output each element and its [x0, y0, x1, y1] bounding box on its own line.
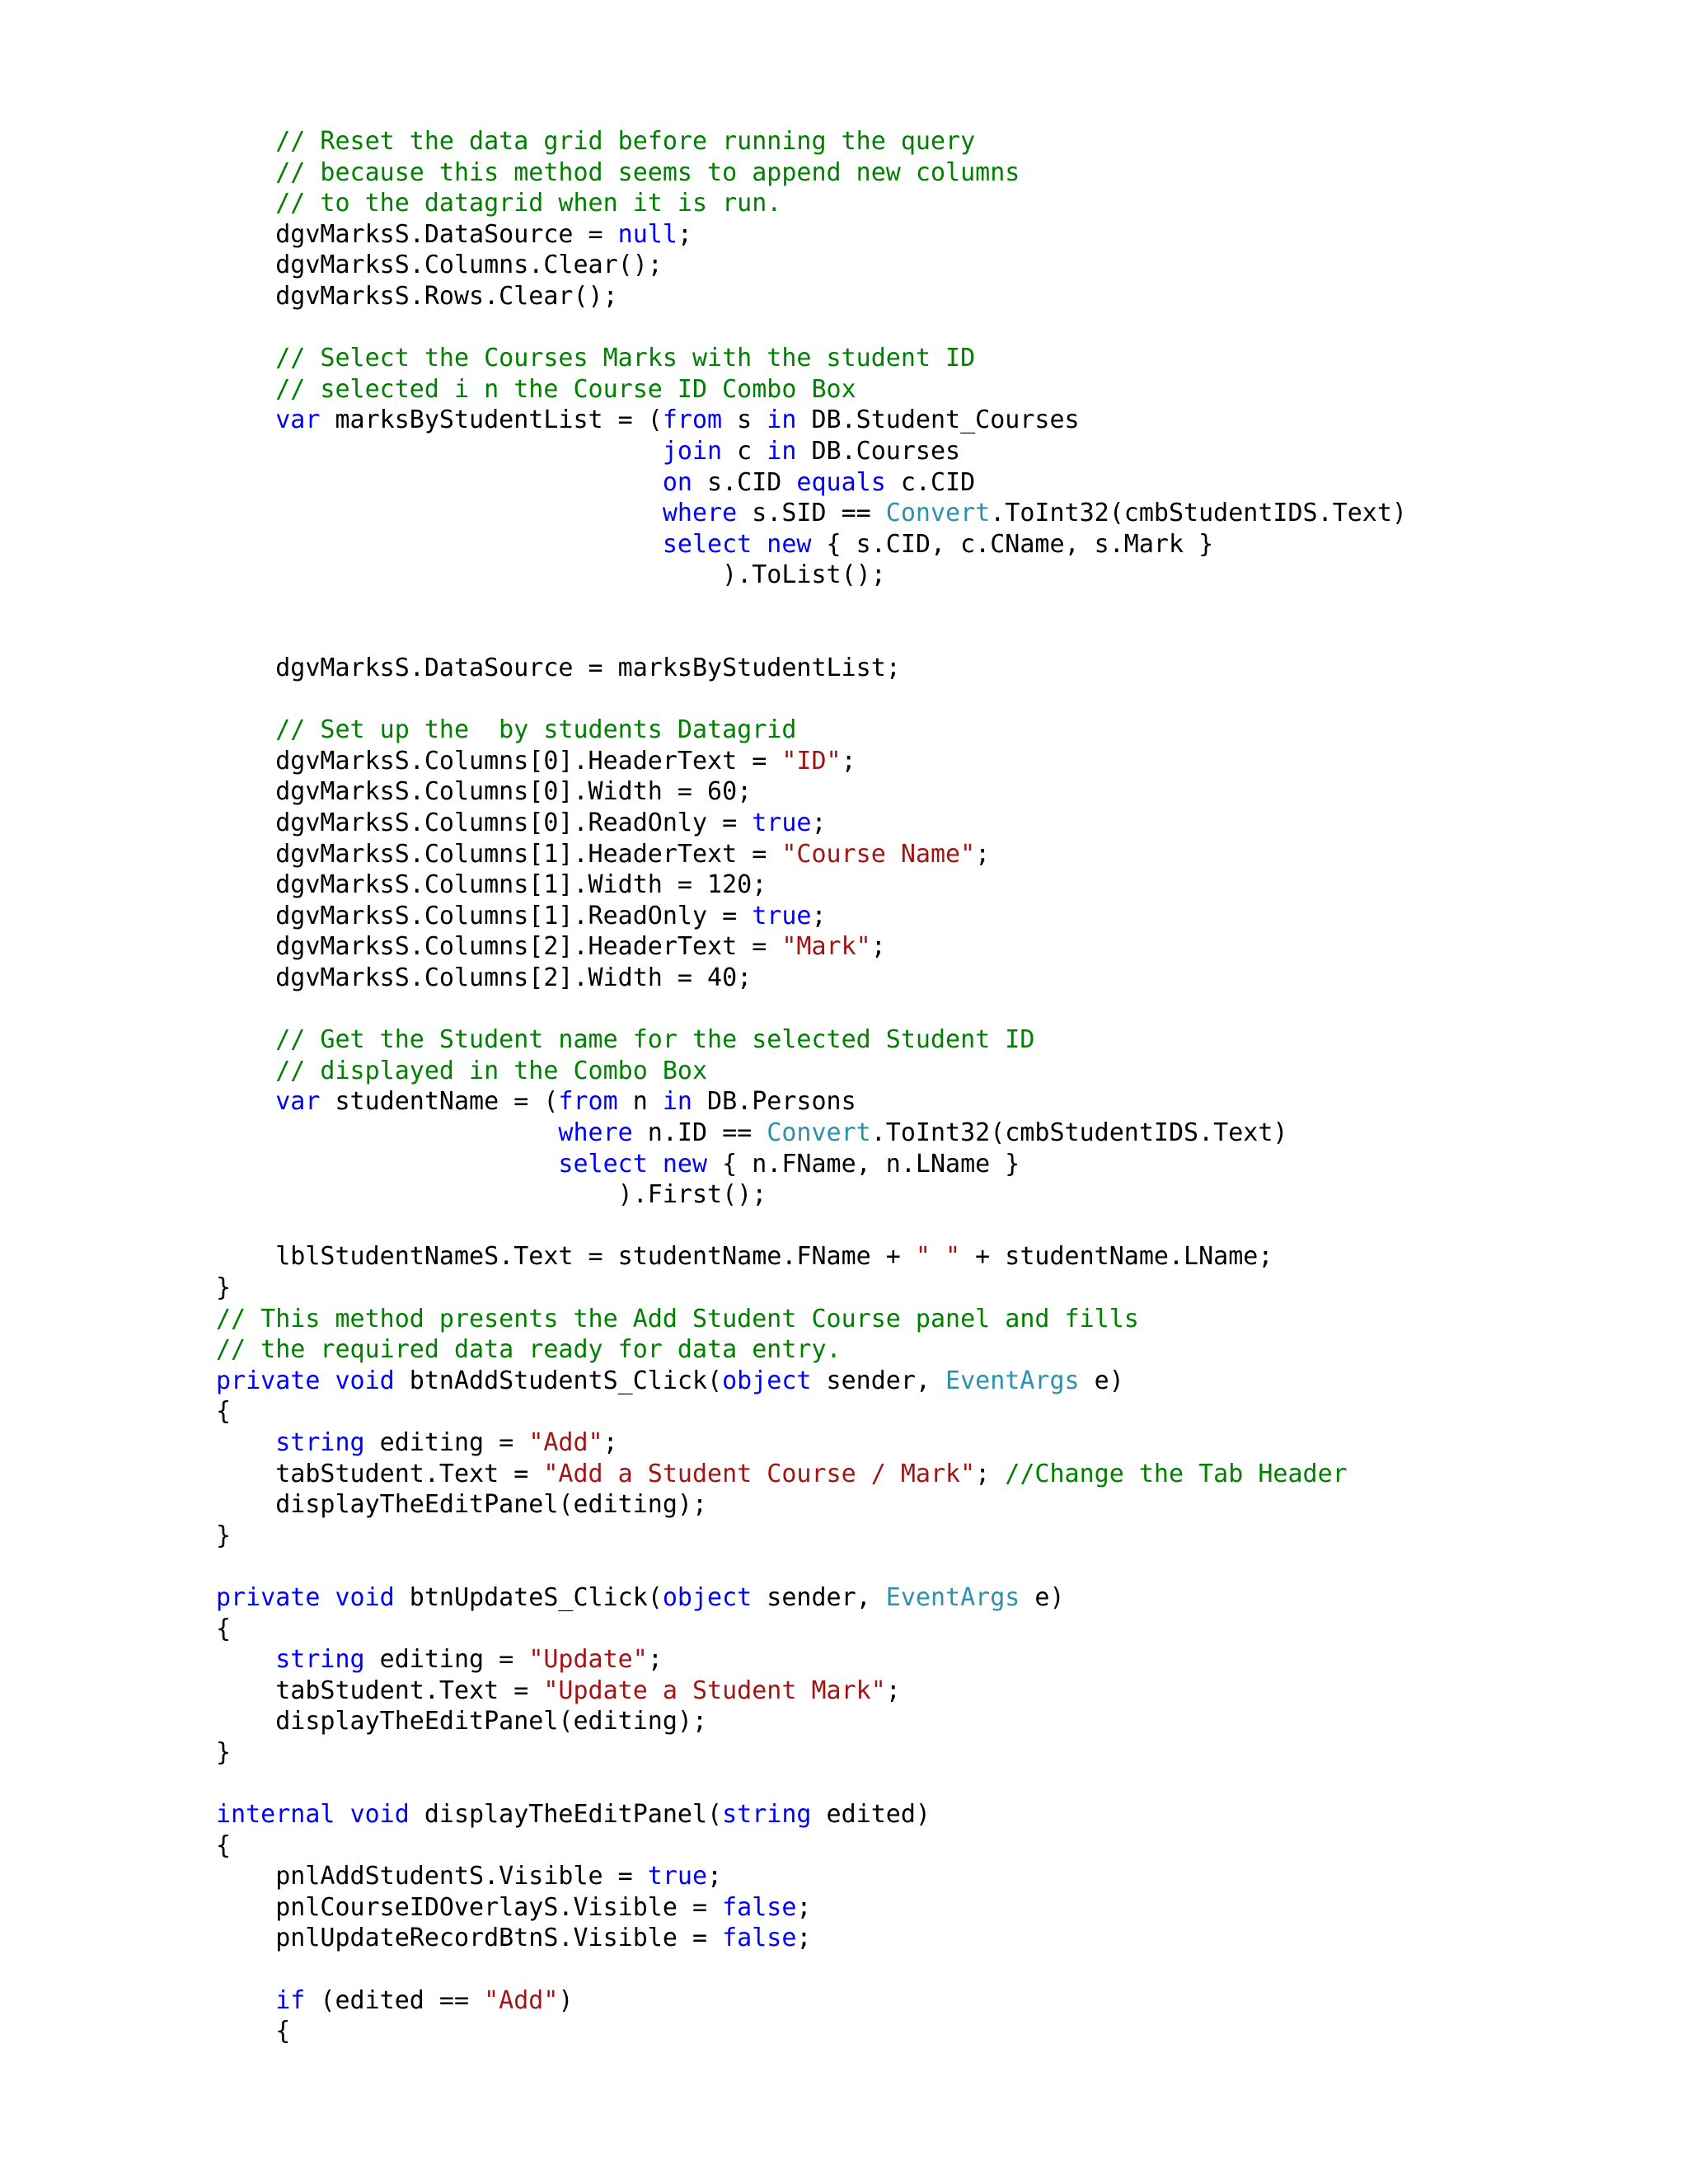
- code-line: [216, 1830, 1407, 1862]
- code-text: [320, 1366, 335, 1395]
- string-literal: "Add": [484, 1985, 559, 2015]
- code-text: dgvMarksS.Columns[1].ReadOnly =: [216, 901, 753, 930]
- code-line: [216, 250, 1407, 281]
- code-text: displayTheEditPanel(editing);: [216, 1490, 708, 1520]
- string-literal: "Course Name": [781, 839, 976, 869]
- code-line: [216, 405, 1407, 436]
- code-line: [216, 1861, 1407, 1892]
- code-line: [216, 2016, 1407, 2047]
- code-line: [216, 1056, 1407, 1087]
- code-line: [216, 653, 1407, 684]
- comment: // to the datagrid when it is run.: [216, 189, 782, 218]
- code-line: [216, 1118, 1407, 1149]
- keyword: new: [767, 529, 812, 559]
- code-text: [648, 1150, 663, 1179]
- code-line: [216, 869, 1407, 901]
- keyword: select: [216, 1149, 648, 1179]
- code-text: DB.Student_Courses: [796, 405, 1080, 435]
- blank-line: [216, 1551, 1407, 1582]
- code-text: ): [558, 1985, 574, 2015]
- type-name: Convert: [767, 1118, 871, 1147]
- code-line: [216, 1396, 1407, 1427]
- keyword: string: [722, 1800, 812, 1830]
- code-text: ;: [603, 1427, 618, 1457]
- type-name: Convert: [885, 499, 991, 528]
- comment: // This method presents the Add Student Course panel and fills: [216, 1304, 1139, 1333]
- code-text: ;: [811, 901, 827, 930]
- code-text: ;: [796, 1892, 812, 1922]
- blank-line: [216, 684, 1407, 715]
- code-text: btnAddStudentS_Click(: [394, 1366, 723, 1395]
- code-text: .ToInt32(cmbStudentIDS.Text): [870, 1118, 1288, 1147]
- keyword: null: [617, 219, 678, 249]
- code-text: {: [216, 2017, 291, 2046]
- code-text: {: [216, 1614, 232, 1643]
- code-text: .ToInt32(cmbStudentIDS.Text): [990, 499, 1407, 528]
- code-line: [216, 1086, 1407, 1118]
- code-line: [216, 808, 1407, 839]
- code-text: ;: [975, 839, 991, 869]
- code-line: [216, 776, 1407, 808]
- keyword: in: [767, 436, 797, 466]
- code-line: [216, 1304, 1407, 1335]
- keyword: if: [216, 1985, 306, 2015]
- code-line: [216, 498, 1407, 529]
- string-literal: "Add a Student Course / Mark": [543, 1459, 976, 1488]
- code-line: [216, 901, 1407, 932]
- code-line: [216, 1706, 1407, 1737]
- keyword: where: [216, 499, 738, 528]
- keyword: true: [752, 808, 812, 838]
- code-text: dgvMarksS.Columns[0].HeaderText =: [216, 746, 782, 776]
- code-line: [216, 1334, 1407, 1366]
- code-line: [216, 529, 1407, 560]
- keyword: from: [662, 405, 723, 435]
- keyword: void: [349, 1800, 410, 1830]
- code-text: }: [216, 1521, 232, 1550]
- code-text: }: [216, 1737, 232, 1767]
- code-text: editing =: [364, 1645, 529, 1675]
- blank-line: [216, 1954, 1407, 1985]
- code-text: c: [722, 436, 767, 466]
- code-text: dgvMarksS.DataSource = marksByStudentList;: [216, 654, 901, 683]
- keyword: join: [216, 436, 723, 466]
- type-name: EventArgs: [885, 1582, 1020, 1612]
- code-line: [216, 281, 1407, 312]
- keyword: private: [216, 1582, 321, 1612]
- blank-line: [216, 1768, 1407, 1799]
- code-text: [320, 1583, 335, 1612]
- code-text: dgvMarksS.Columns[2].Width = 40;: [216, 963, 753, 993]
- keyword: where: [216, 1118, 633, 1147]
- keyword: string: [216, 1645, 365, 1675]
- keyword: void: [335, 1366, 395, 1395]
- code-text: s.CID: [692, 467, 797, 497]
- string-literal: "Mark": [781, 932, 871, 962]
- keyword: select: [216, 529, 753, 559]
- code-text: ).First();: [216, 1180, 767, 1210]
- code-text: dgvMarksS.Columns[1].Width = 120;: [216, 870, 767, 900]
- code-line: [216, 1892, 1407, 1924]
- string-literal: "Update a Student Mark": [543, 1675, 886, 1705]
- code-line: [216, 467, 1407, 499]
- code-line: [216, 839, 1407, 870]
- code-text: ;: [975, 1459, 1006, 1488]
- code-text: displayTheEditPanel(: [409, 1800, 723, 1830]
- code-text: sender,: [752, 1582, 886, 1612]
- keyword: object: [722, 1366, 812, 1395]
- string-literal: "ID": [781, 746, 842, 776]
- code-text: ;: [885, 1675, 901, 1705]
- code-text: [752, 530, 767, 559]
- code-line: [216, 1272, 1407, 1304]
- code-line: [216, 157, 1407, 189]
- code-text: dgvMarksS.DataSource =: [216, 219, 618, 249]
- code-line: [216, 1489, 1407, 1521]
- code-text: pnlCourseIDOverlayS.Visible =: [216, 1892, 723, 1922]
- code-line: [216, 374, 1407, 405]
- comment: // because this method seems to append new columns: [216, 157, 1020, 187]
- string-literal: "Add": [528, 1427, 603, 1457]
- blank-line: [216, 622, 1407, 654]
- code-text: {: [216, 1830, 232, 1860]
- code-line: [216, 436, 1407, 467]
- code-text: n.ID ==: [632, 1118, 767, 1147]
- keyword: internal: [216, 1800, 335, 1830]
- code-text: edited): [811, 1800, 931, 1830]
- keyword: string: [216, 1427, 365, 1457]
- code-text: }: [216, 1272, 232, 1302]
- code-text: { n.FName, n.LName }: [707, 1149, 1020, 1179]
- code-text: tabStudent.Text =: [216, 1459, 544, 1488]
- keyword: false: [722, 1924, 797, 1953]
- keyword: var: [216, 405, 321, 435]
- keyword: from: [558, 1087, 618, 1117]
- blank-line: [216, 1211, 1407, 1242]
- code-line: [216, 931, 1407, 963]
- keyword: in: [767, 405, 797, 435]
- code-text: e): [1020, 1582, 1065, 1612]
- comment: // Reset the data grid before running the query: [216, 127, 976, 156]
- code-text: + studentName.LName;: [960, 1242, 1273, 1272]
- code-line: [216, 1644, 1407, 1675]
- code-text: studentName = (: [320, 1087, 559, 1117]
- type-name: EventArgs: [945, 1366, 1080, 1395]
- keyword: private: [216, 1366, 321, 1395]
- code-text: c.CID: [885, 467, 976, 497]
- code-text: pnlAddStudentS.Visible =: [216, 1862, 648, 1891]
- code-line: [216, 963, 1407, 994]
- code-line: [216, 343, 1407, 374]
- code-text: tabStudent.Text =: [216, 1675, 544, 1705]
- code-text: (edited ==: [305, 1985, 485, 2015]
- keyword: in: [662, 1087, 692, 1117]
- code-line: [216, 1427, 1407, 1459]
- code-text: ;: [870, 932, 886, 962]
- code-text: ;: [841, 746, 856, 776]
- keyword: equals: [796, 467, 886, 497]
- code-text: ;: [707, 1862, 723, 1891]
- code-line: [216, 746, 1407, 777]
- comment: // Select the Courses Marks with the student ID: [216, 344, 976, 373]
- keyword: new: [662, 1149, 708, 1179]
- code-line: [216, 1737, 1407, 1769]
- keyword: false: [722, 1892, 797, 1922]
- comment: // Get the Student name for the selected Student ID: [216, 1025, 1035, 1055]
- code-line: [216, 188, 1407, 219]
- code-line: [216, 1366, 1407, 1397]
- code-line: [216, 715, 1407, 746]
- code-text: pnlUpdateRecordBtnS.Visible =: [216, 1924, 723, 1953]
- code-text: dgvMarksS.Columns[2].HeaderText =: [216, 932, 782, 962]
- code-line: [216, 126, 1407, 157]
- code-text: lblStudentNameS.Text = studentName.FName +: [216, 1242, 916, 1272]
- keyword: true: [752, 901, 812, 930]
- code-line: [216, 1179, 1407, 1211]
- code-text: [335, 1800, 350, 1829]
- code-line: [216, 1149, 1407, 1180]
- code-text: DB.Persons: [692, 1087, 856, 1117]
- code-line: [216, 1024, 1407, 1056]
- code-line: [216, 1923, 1407, 1954]
- code-listing: [216, 126, 1407, 2047]
- keyword: on: [216, 467, 692, 497]
- code-text: e): [1079, 1366, 1124, 1395]
- code-text: n: [617, 1087, 663, 1117]
- comment: // the required data ready for data entry.: [216, 1335, 842, 1365]
- comment: //Change the Tab Header: [1005, 1459, 1348, 1488]
- code-line: [216, 1675, 1407, 1707]
- code-text: dgvMarksS.Columns[0].ReadOnly =: [216, 808, 753, 838]
- code-text: dgvMarksS.Columns[1].HeaderText =: [216, 839, 782, 869]
- code-text: { s.CID, c.CName, s.Mark }: [811, 529, 1214, 559]
- code-line: [216, 1985, 1407, 2017]
- keyword: object: [662, 1582, 753, 1612]
- code-text: btnUpdateS_Click(: [394, 1582, 663, 1612]
- blank-line: [216, 312, 1407, 344]
- code-text: displayTheEditPanel(editing);: [216, 1707, 708, 1736]
- blank-line: [216, 994, 1407, 1025]
- code-line: [216, 1799, 1407, 1830]
- code-text: ;: [677, 219, 692, 249]
- keyword: void: [335, 1582, 395, 1612]
- code-text: dgvMarksS.Rows.Clear();: [216, 281, 618, 311]
- code-line: [216, 1521, 1407, 1552]
- comment: // displayed in the Combo Box: [216, 1056, 708, 1085]
- code-text: ).ToList();: [216, 560, 886, 590]
- code-line: [216, 560, 1407, 591]
- string-literal: "Update": [528, 1645, 648, 1675]
- code-text: ;: [811, 808, 827, 838]
- code-line: [216, 1582, 1407, 1614]
- code-text: editing =: [364, 1427, 529, 1457]
- comment: // Set up the by students Datagrid: [216, 715, 797, 745]
- code-line: [216, 219, 1407, 251]
- code-text: marksByStudentList = (: [320, 405, 663, 435]
- code-line: [216, 1614, 1407, 1645]
- code-text: dgvMarksS.Columns[0].Width = 60;: [216, 777, 753, 807]
- code-text: sender,: [811, 1366, 946, 1395]
- code-text: ;: [647, 1645, 663, 1675]
- code-text: dgvMarksS.Columns.Clear();: [216, 251, 663, 280]
- code-text: DB.Courses: [796, 436, 961, 466]
- code-text: s: [722, 405, 767, 435]
- code-text: {: [216, 1397, 232, 1427]
- code-text: ;: [796, 1924, 812, 1953]
- comment: // selected i n the Course ID Combo Box: [216, 374, 856, 404]
- blank-line: [216, 591, 1407, 622]
- code-line: [216, 1459, 1407, 1490]
- string-literal: " ": [915, 1242, 961, 1272]
- keyword: var: [216, 1087, 321, 1117]
- keyword: true: [647, 1862, 708, 1891]
- code-text: s.SID ==: [737, 499, 886, 528]
- code-line: [216, 1241, 1407, 1272]
